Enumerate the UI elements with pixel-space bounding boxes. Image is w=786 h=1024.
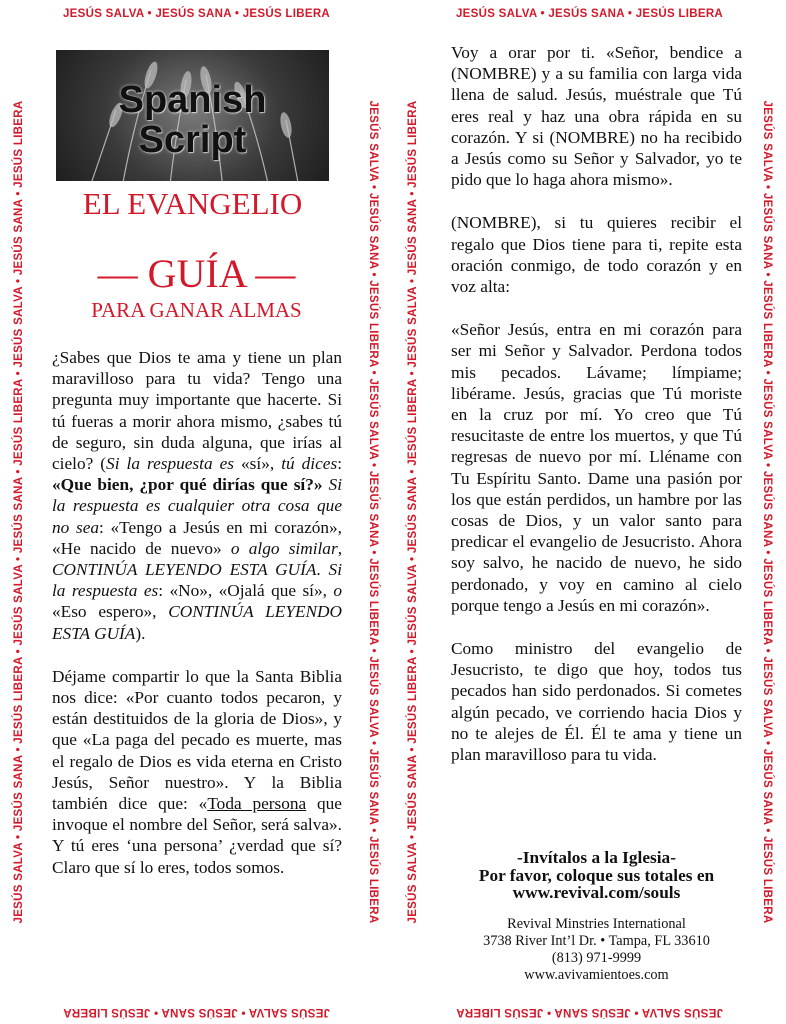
text-run-italic: o bbox=[333, 581, 342, 601]
hero-title-line-2: Script bbox=[138, 119, 247, 161]
text-run-italic: tú dices bbox=[281, 454, 338, 474]
text-run: «sí», bbox=[234, 454, 282, 474]
guia-subtitle: PARA GANAR ALMAS bbox=[91, 298, 302, 322]
right-paragraph-4: Como ministro del evangelio de Jesucristo, te digo que hoy, todos tus pecados han sido perdonados. Si cometes algún pecado, ve corriendo hacia Dios y no te alejes de Él. Él te ama y tiene un plan maravilloso para tu vida. bbox=[451, 639, 742, 765]
text-run-bold: «Que bien, ¿por qué dirías que sí?» bbox=[52, 475, 323, 495]
street-address: 3738 River Int’l Dr. • Tampa, FL 33610 bbox=[483, 933, 710, 949]
border-side-left-outer: JESÚS SALVA • JESÚS SANA • JESÚS LIBERA • JESÚS SALVA • JESÚS SANA • JESÚS LIBERA • JESÚS SALVA • JESÚS SANA • JESÚS LIBERA bbox=[13, 100, 25, 924]
text-run: : bbox=[337, 454, 342, 474]
text-run: que invoque el nombre del Señor, será salva». Y tú eres ‘una persona’ ¿verdad que sí? Claro que sí lo eres, todos somos. bbox=[52, 794, 342, 877]
left-paragraph-1 bbox=[52, 347, 342, 644]
text-run: ). bbox=[135, 623, 146, 643]
text-run: : «No», «Ojalá que sí», bbox=[158, 581, 334, 601]
border-side-right-inner: JESÚS SALVA • JESÚS SANA • JESÚS LIBERA • JESÚS SALVA • JESÚS SANA • JESÚS LIBERA • JESÚS SALVA • JESÚS SANA • JESÚS LIBERA bbox=[407, 100, 419, 924]
text-run-italic: o algo similar bbox=[230, 538, 338, 558]
hero-title bbox=[56, 80, 329, 160]
invite-block bbox=[451, 849, 742, 902]
text-run-italic: Si la respuesta es cualquier otra cosa que no sea bbox=[52, 475, 342, 537]
border-top-right: JESÚS SALVA • JESÚS SANA • JESÚS LIBERA bbox=[455, 8, 724, 20]
address-block bbox=[451, 916, 742, 984]
text-run: : «Tengo a Jesús en mi corazón», «He nacido de nuevo» bbox=[52, 517, 342, 558]
border-side-right-outer: JESÚS SALVA • JESÚS SANA • JESÚS LIBERA • JESÚS SALVA • JESÚS SANA • JESÚS LIBERA • JESÚS SALVA • JESÚS SANA • JESÚS LIBERA bbox=[761, 100, 773, 924]
guia-title: — GUÍA — bbox=[97, 251, 296, 296]
invite-heading: -Invítalos a la Iglesia- bbox=[517, 848, 676, 867]
text-run: . bbox=[316, 560, 329, 580]
phone-number: (813) 971-9999 bbox=[551, 950, 642, 966]
left-body-text bbox=[52, 347, 342, 878]
right-body-text bbox=[451, 42, 742, 765]
left-paragraph-2 bbox=[52, 666, 342, 878]
website-link[interactable]: www.avivamientoes.com bbox=[524, 967, 669, 983]
org-name: Revival Minstries International bbox=[507, 916, 686, 932]
hero-band-text: EL EVANGELIO bbox=[82, 186, 303, 221]
totals-url[interactable]: www.revival.com/souls bbox=[512, 883, 681, 902]
hero-image bbox=[56, 50, 329, 227]
text-run: «Eso espero», bbox=[52, 602, 169, 622]
text-run: , bbox=[337, 538, 343, 558]
border-side-left-inner: JESÚS SALVA • JESÚS SANA • JESÚS LIBERA • JESÚS SALVA • JESÚS SANA • JESÚS LIBERA • JESÚS SALVA • JESÚS SANA • JESÚS LIBERA bbox=[367, 100, 379, 924]
right-paragraph-2: (NOMBRE), si tu quieres recibir el regalo que Dios tiene para ti, repite esta oración conmigo, de todo corazón y en voz alta: bbox=[451, 213, 742, 297]
text-run-underline: Toda persona bbox=[207, 794, 307, 814]
right-paragraph-1: Voy a orar por ti. «Señor, bendice a (NOMBRE) y a su familia con larga vida llena de salud. Jesús, muéstrale que Tú eres real y haz una obra rápida en su corazón. Y si (NOMBRE) no ha recibido a Jesús como su Señor y Salvador, yo te pido que lo haga ahora mismo». bbox=[451, 43, 742, 190]
text-run-italic: CONTINÚA LEYENDO ESTA GUÍA bbox=[52, 560, 317, 580]
text-run-italic: Si la respuesta es bbox=[52, 560, 342, 601]
right-paragraph-3: «Señor Jesús, entra en mi corazón para ser mi Señor y Salvador. Perdona todos mis pecados. Lávame; límpiame; libérame. Jesús, gracias que Tú moriste en la cruz por mí. Yo creo que Tú resucitaste de entre los muertos, y que Tú regresas de nuevo por mí. Lléname con Tu Espíritu Santo. Dame una pasión por los que están perdidos, un hambre por las cosas de Dios, y un valor santo para predicar el evangelio de Jesucristo. Ahora soy salvo, he nacido de nuevo, he sido perdonado, y voy en camino al cielo porque tengo a Jesús en mi corazón». bbox=[451, 320, 742, 615]
text-run: Déjame compartir lo que la Santa Biblia nos dice: «Por cuanto todos pecaron, y están destituidos de la gloria de Dios», y que «La paga del pecado es muerte, mas el regalo de Dios es vida eterna en Cristo Jesús, Señor nuestro». Y la Biblia también dice que: « bbox=[52, 666, 342, 814]
text-run-italic: Si la respuesta es bbox=[106, 454, 235, 474]
hero-band bbox=[56, 181, 329, 227]
border-bottom-left: JESÚS SALVA • JESÚS SANA • JESÚS LIBERA bbox=[62, 1006, 331, 1018]
text-run: ¿Sabes que Dios te ama y tiene un plan maravilloso para tu vida? Tengo una pregunta muy importante que hacerte. Si tú fueras a morir ahora mismo, ¿sabes tú de seguro, sin duda alguna, que irías al cielo? ( bbox=[52, 348, 342, 474]
totals-line: Por favor, coloque sus totales en bbox=[478, 865, 715, 885]
border-bottom-right: JESÚS SALVA • JESÚS SANA • JESÚS LIBERA bbox=[455, 1006, 724, 1018]
text-run-italic: CONTINÚA LEYENDO ESTA GUÍA bbox=[52, 602, 342, 643]
hero-title-line-1: Spanish bbox=[118, 79, 267, 121]
border-top-left: JESÚS SALVA • JESÚS SANA • JESÚS LIBERA bbox=[62, 8, 331, 20]
